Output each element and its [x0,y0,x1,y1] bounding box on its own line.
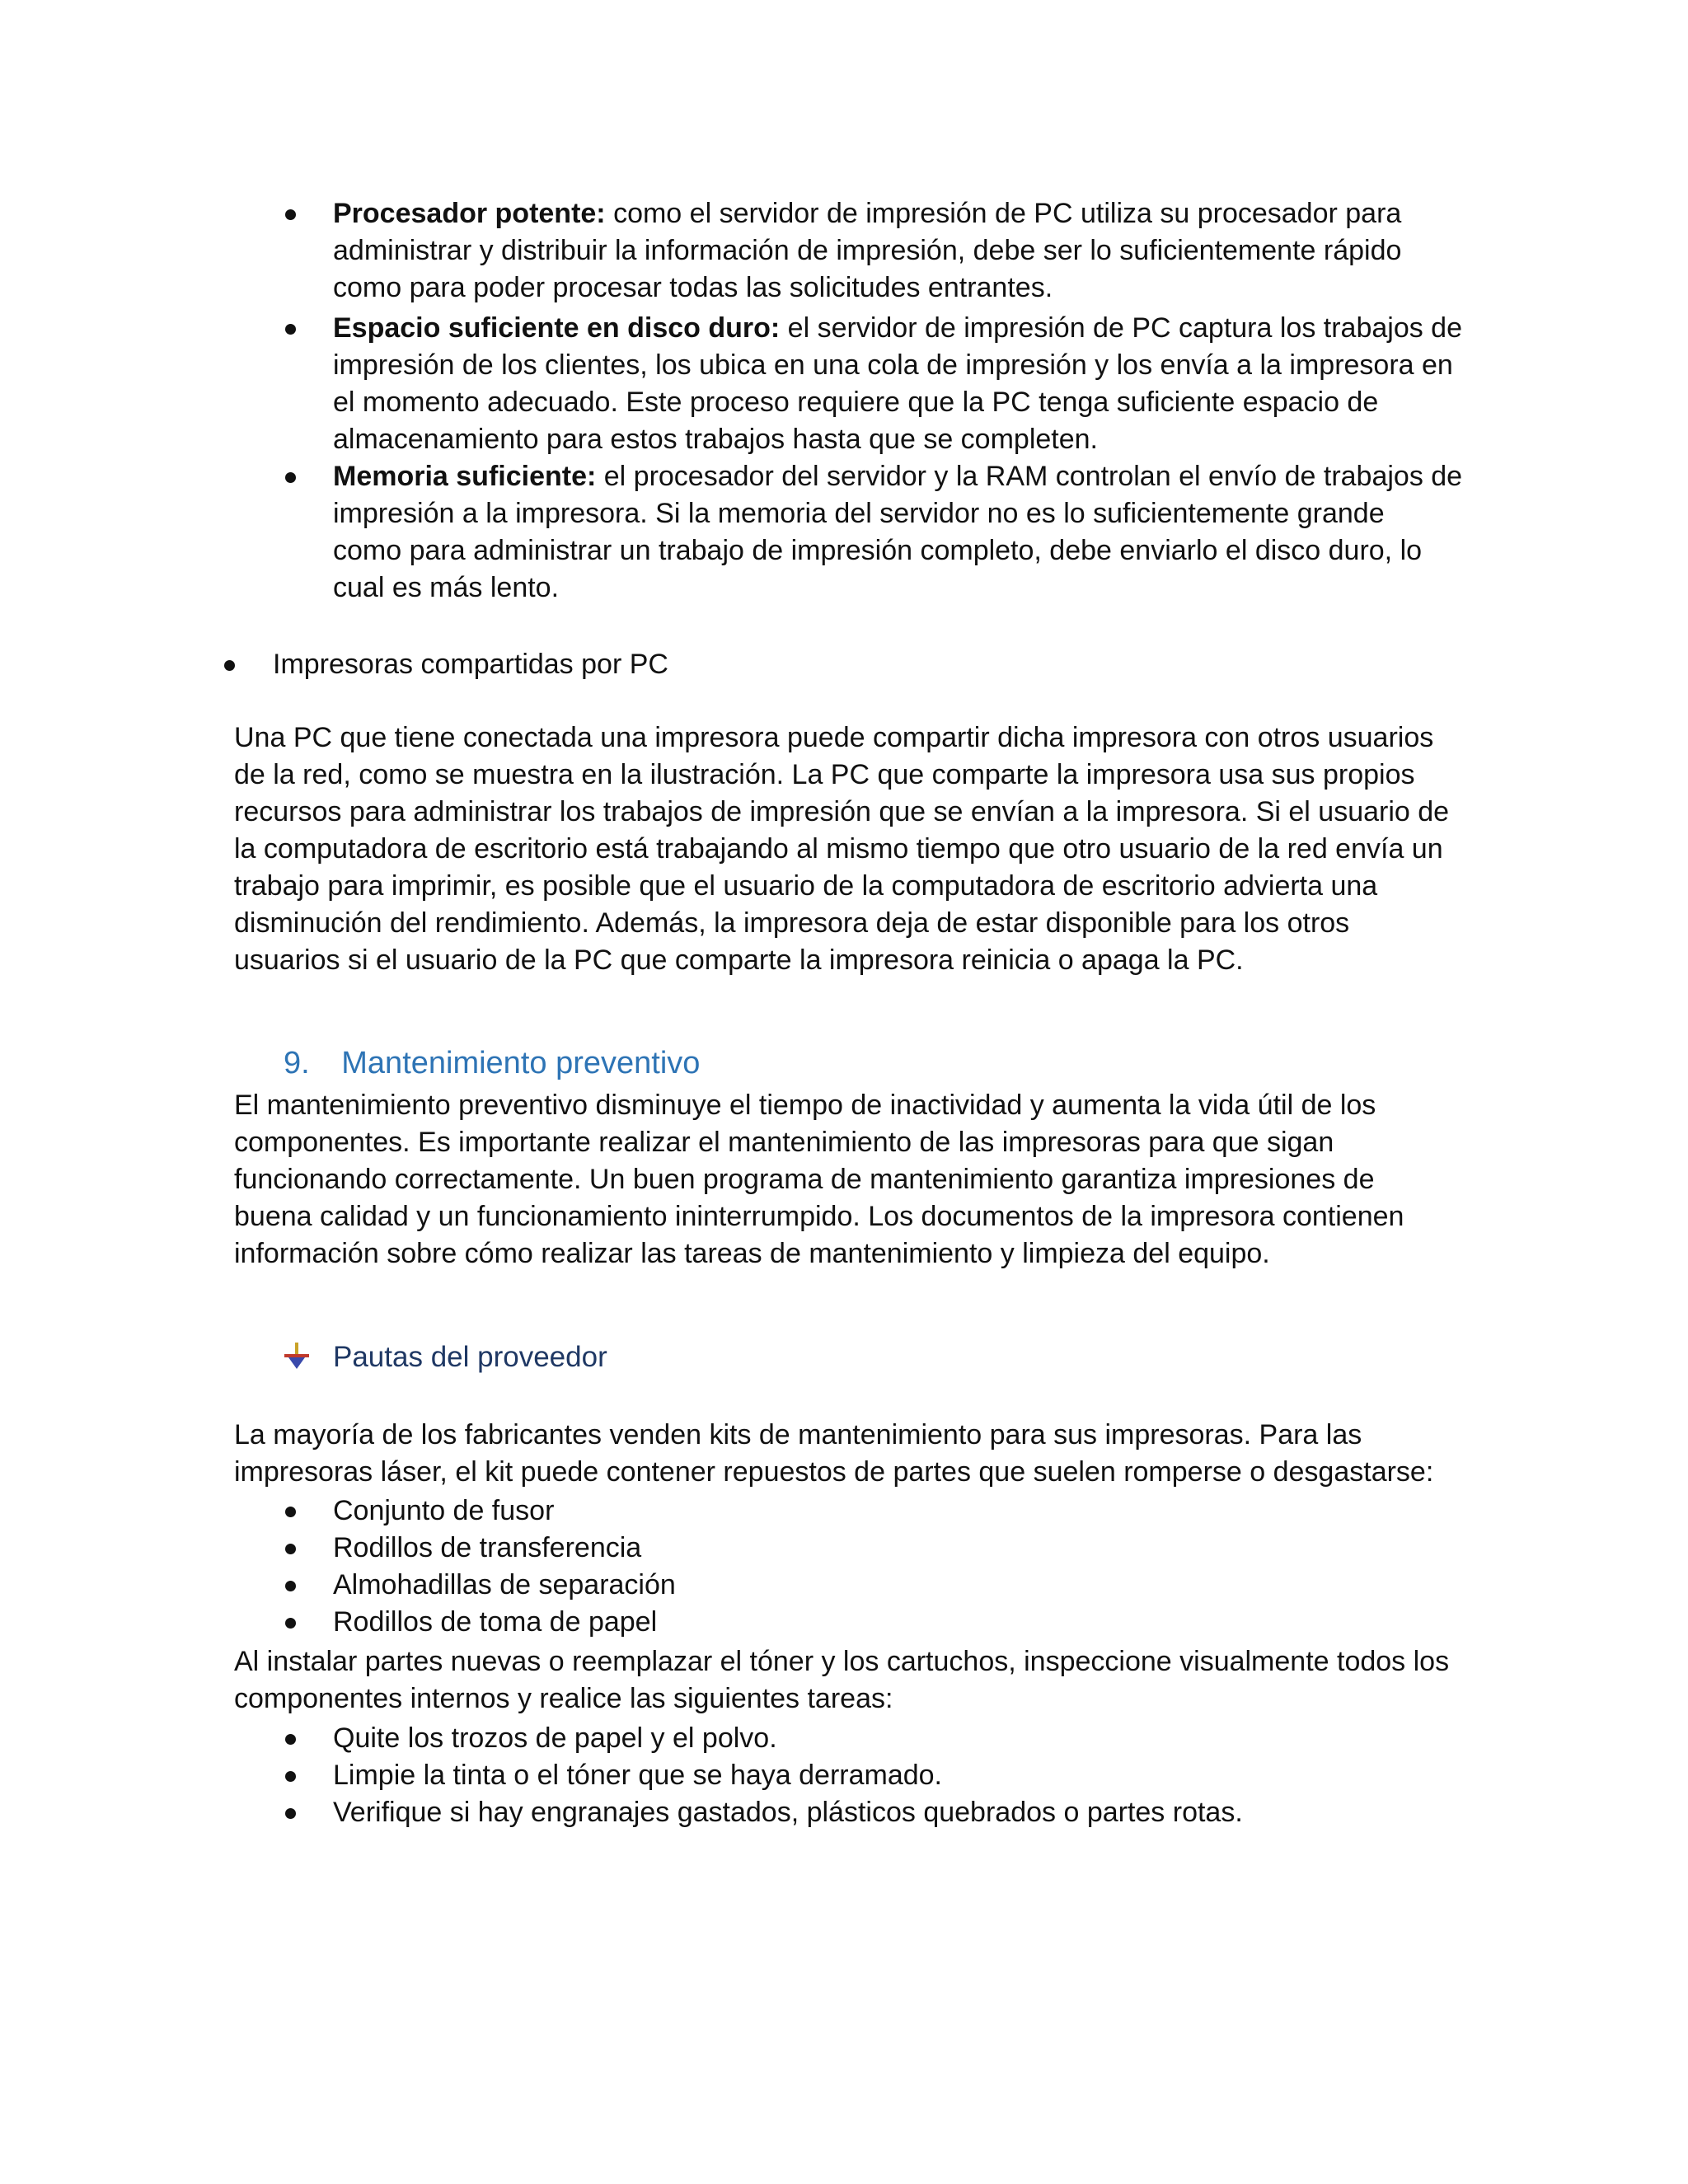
paragraph-line: trabajo para imprimir, es posible que el usuario de la computadora de escritorio advierta una [234,870,1378,902]
requirement-line: impresión a la impresora. Si la memoria del servidor no es lo suficientemente grande [333,498,1385,529]
paragraph-line: Al instalar partes nuevas o reemplazar el tóner y los cartuchos, inspeccione visualmente todos los [234,1646,1450,1677]
list-item: Quite los trozos de papel y el polvo. [333,1722,777,1754]
requirement-line: el momento adecuado. Este proceso requiere que la PC tenga suficiente espacio de [333,387,1379,418]
requirement-term: Espacio suficiente en disco duro: [333,312,781,344]
paragraph-line: Una PC que tiene conectada una impresora puede compartir dicha impresora con otros usuarios [234,722,1434,753]
section-heading [284,1044,700,1082]
requirement-line: almacenamiento para estos trabajos hasta que se completen. [333,424,1098,455]
requirement-line: como para poder procesar todas las solicitudes entrantes. [333,272,1053,303]
section-number: 9. [284,1046,310,1080]
shared-printers-paragraph [234,719,1449,979]
requirement-line: como para administrar un trabajo de impresión completo, debe enviarlo el disco duro, lo [333,535,1423,566]
list-item: Almohadillas de separación [333,1569,676,1601]
requirement-text-processor [333,195,1401,307]
section-paragraph [234,1087,1404,1272]
list-item: Conjunto de fusor [333,1495,555,1526]
requirement-line: el servidor de impresión de PC captura los trabajos de [780,312,1462,344]
paragraph-line: disminución del rendimiento. Además, la impresora deja de estar disponible para los otros [234,907,1350,939]
bullet-dot [285,1544,296,1554]
requirement-line: impresión de los clientes, los ubica en una cola de impresión y los envía a la impresora en [333,349,1453,381]
bullet-dot [285,1581,296,1591]
paragraph-line: componentes. Es importante realizar el mantenimiento de las impresoras para que sigan [234,1127,1334,1158]
tasks-list [285,1720,1243,1831]
bullet-dot [285,209,296,220]
paragraph-line: recursos para administrar los trabajos de impresión que se envían a la impresora. Si el usuario de [234,796,1450,827]
arrow-down-icon [282,1341,312,1371]
paragraph-line: El mantenimiento preventivo disminuye el tiempo de inactividad y aumenta la vida útil de los [234,1090,1376,1121]
requirement-line: cual es más lento. [333,572,560,603]
vendor-subheading: Pautas del proveedor [333,1341,607,1373]
bullet-dot [285,472,296,483]
section-title: Mantenimiento preventivo [341,1046,701,1080]
paragraph-line: usuarios si el usuario de la PC que comparte la impresora reinicia o apaga la PC. [234,944,1244,976]
requirement-text-memory [333,458,1462,607]
list-item: Rodillos de transferencia [333,1532,642,1563]
tasks-intro [234,1643,1449,1718]
paragraph-line: la computadora de escritorio está trabajando al mismo tiempo que otro usuario de la red envía un [234,833,1443,865]
list-item: Rodillos de toma de papel [333,1606,658,1638]
paragraph-line: funcionando correctamente. Un buen programa de mantenimiento garantiza impresiones de [234,1164,1375,1195]
paragraph-line: La mayoría de los fabricantes venden kits de mantenimiento para sus impresoras. Para las [234,1419,1362,1451]
requirement-text-disk [333,310,1462,458]
requirement-term: Memoria suficiente: [333,461,597,492]
bullet-dot [285,1618,296,1629]
requirement-term: Procesador potente: [333,198,606,229]
paragraph-line: buena calidad y un funcionamiento ininterrumpido. Los documentos de la impresora contienen [234,1201,1404,1232]
bullet-dot [285,1771,296,1782]
bullet-dot [285,1507,296,1517]
bullet-dot [224,660,235,671]
paragraph-line: información sobre cómo realizar las tareas de mantenimiento y limpieza del equipo. [234,1238,1270,1269]
requirement-line: administrar y distribuir la información de impresión, debe ser lo suficientemente rápido [333,235,1402,266]
bullet-dot [285,1734,296,1745]
bullet-dot [285,1808,296,1819]
requirement-line: el procesador del servidor y la RAM controlan el envío de trabajos de [596,461,1463,492]
paragraph-line: impresoras láser, el kit puede contener repuestos de partes que suelen romperse o desgastarse: [234,1456,1434,1488]
requirement-line: como el servidor de impresión de PC utiliza su procesador para [605,198,1402,229]
parts-list [285,1493,676,1641]
shared-printers-label: Impresoras compartidas por PC [273,649,668,680]
paragraph-line: de la red, como se muestra en la ilustración. La PC que comparte la impresora usa sus propios [234,759,1415,790]
vendor-intro [234,1417,1433,1491]
list-item: Verifique si hay engranajes gastados, plásticos quebrados o partes rotas. [333,1797,1243,1828]
list-item: Limpie la tinta o el tóner que se haya derramado. [333,1760,943,1791]
paragraph-line: componentes internos y realice las siguientes tareas: [234,1683,893,1714]
bullet-dot [285,324,296,335]
